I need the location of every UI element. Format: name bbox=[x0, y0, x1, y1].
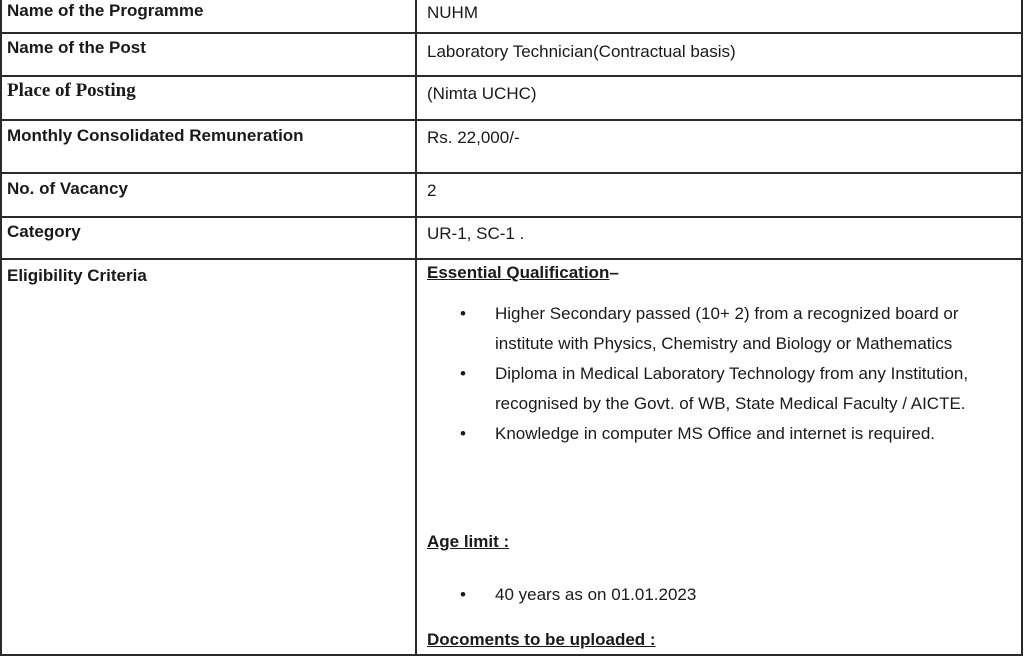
row-label-post: Name of the Post bbox=[7, 38, 146, 57]
list-item-text: Diploma in Medical Laboratory Technology from any Institution, recognised by the Govt. of WB, State Medical Faculty / AICTE. bbox=[495, 364, 969, 413]
age-limit-heading: Age limit : bbox=[427, 532, 510, 551]
bullet-icon: • bbox=[460, 364, 466, 383]
row-value-programme: NUHM bbox=[427, 3, 478, 22]
age-limit-list bbox=[458, 580, 1018, 610]
list-item-text: Higher Secondary passed (10+ 2) from a recognized board or institute with Physics, Chemistry and Biology or Mathematics bbox=[495, 304, 959, 353]
table-left-border bbox=[0, 0, 2, 656]
table-right-border bbox=[1021, 0, 1023, 656]
row-value-category: UR-1, SC-1 . bbox=[427, 224, 525, 243]
row-label-vacancy: No. of Vacancy bbox=[7, 179, 128, 198]
list-item-text: 40 years as on 01.01.2023 bbox=[495, 585, 697, 604]
essential-qualification-list bbox=[458, 299, 1018, 449]
list-item bbox=[458, 580, 1018, 610]
row-value-place: (Nimta UCHC) bbox=[427, 84, 537, 103]
row-divider bbox=[0, 172, 1023, 174]
list-item bbox=[458, 299, 1018, 359]
list-item bbox=[458, 419, 1018, 449]
bullet-icon: • bbox=[460, 424, 466, 443]
list-item bbox=[458, 359, 1018, 419]
essential-qualification-dash: – bbox=[609, 263, 619, 282]
essential-qualification-heading bbox=[427, 263, 619, 283]
row-value-post: Laboratory Technician(Contractual basis) bbox=[427, 42, 736, 61]
list-item-text: Knowledge in computer MS Office and internet is required. bbox=[495, 424, 936, 443]
documents-heading: Docoments to be uploaded : bbox=[427, 630, 656, 649]
row-label-place: Place of Posting bbox=[7, 80, 136, 101]
essential-qualification-title: Essential Qualification bbox=[427, 263, 610, 282]
row-label-eligibility: Eligibility Criteria bbox=[7, 266, 147, 285]
bullet-icon: • bbox=[460, 585, 466, 604]
row-divider bbox=[0, 216, 1023, 218]
row-divider bbox=[0, 258, 1023, 260]
row-label-category: Category bbox=[7, 222, 81, 241]
row-label-programme: Name of the Programme bbox=[7, 1, 204, 20]
row-divider bbox=[0, 75, 1023, 77]
table-column-divider bbox=[415, 0, 417, 656]
row-divider bbox=[0, 32, 1023, 34]
row-divider bbox=[0, 119, 1023, 121]
row-value-remuneration: Rs. 22,000/- bbox=[427, 128, 520, 147]
bullet-icon: • bbox=[460, 304, 466, 323]
row-label-remuneration: Monthly Consolidated Remuneration bbox=[7, 126, 304, 145]
row-value-vacancy: 2 bbox=[427, 181, 437, 200]
